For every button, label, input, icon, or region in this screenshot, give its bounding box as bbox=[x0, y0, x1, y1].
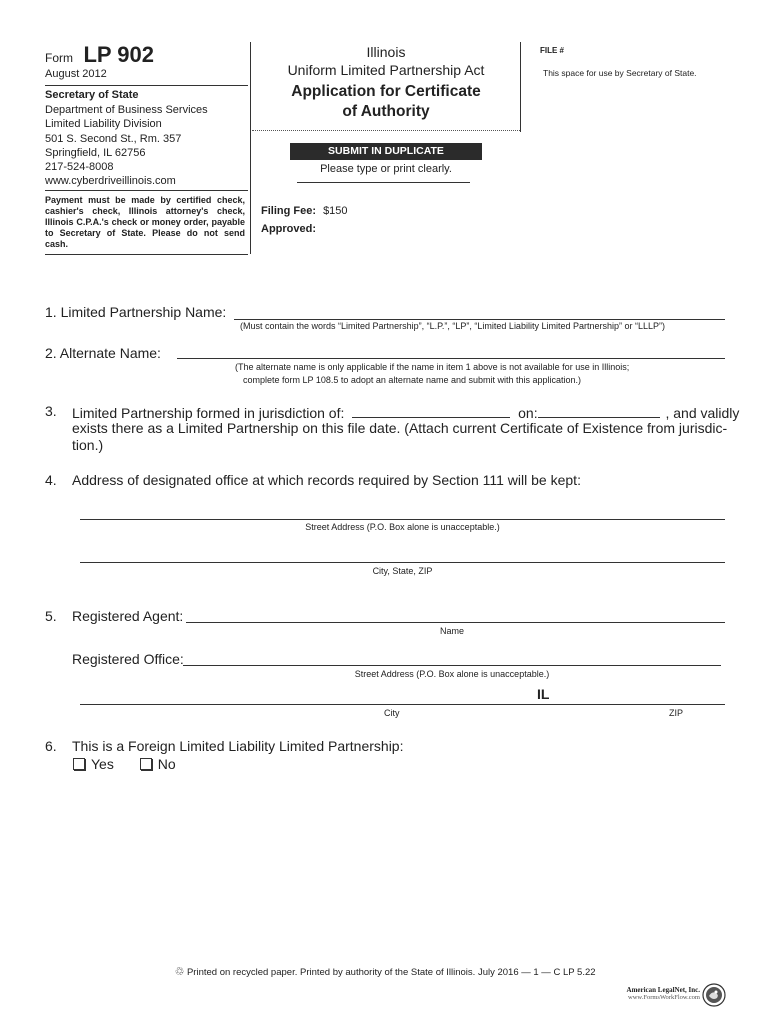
q3-line2: exists there as a Limited Partnership on this file date. (Attach current Certificate of Existence from jurisdic- bbox=[72, 420, 728, 436]
filing-fee-label: Filing Fee: bbox=[261, 205, 316, 217]
brand-seal-icon bbox=[702, 983, 726, 1012]
office-line: 501 S. Second St., Rm. 357 bbox=[45, 132, 182, 145]
form-date: August 2012 bbox=[45, 68, 107, 80]
form-prefix: Form bbox=[45, 51, 73, 65]
designated-city-field[interactable] bbox=[80, 562, 725, 563]
brand-name: American LegalNet, Inc. bbox=[626, 986, 700, 994]
q3-date-label: on: bbox=[518, 405, 538, 421]
q6-text: This is a Foreign Limited Liability Limited Partnership: bbox=[72, 738, 404, 754]
file-number-note: This space for use by Secretary of State. bbox=[543, 68, 697, 78]
form-title-line: Application for Certificate bbox=[291, 83, 481, 100]
partnership-name-field[interactable] bbox=[234, 319, 725, 320]
office-line: Limited Liability Division bbox=[45, 118, 162, 131]
office-zip-caption: ZIP bbox=[669, 708, 684, 718]
approved-label: Approved: bbox=[261, 223, 316, 235]
formation-date-field[interactable] bbox=[538, 403, 660, 418]
yes-option[interactable] bbox=[73, 756, 114, 772]
office-title: Secretary of State bbox=[45, 89, 139, 101]
q4-city-caption: City, State, ZIP bbox=[372, 566, 433, 576]
form-title-line: of Authority bbox=[342, 103, 430, 120]
column-divider bbox=[250, 42, 251, 254]
q4-street-caption: Street Address (P.O. Box alone is unacceptable.) bbox=[305, 522, 500, 532]
q3-line3: tion.) bbox=[72, 437, 104, 453]
office-address bbox=[45, 103, 208, 189]
q2-label: 2. Alternate Name: bbox=[45, 345, 161, 361]
form-number: LP 902 bbox=[83, 42, 154, 67]
alternate-name-field[interactable] bbox=[177, 358, 725, 359]
payment-note: Payment must be made by certified check, cashier's check, Illinois attorney's check, Illinois C.P.A.'s check or money order, payable to Secretary of State. Please do not send cash. bbox=[45, 195, 245, 249]
no-label: No bbox=[157, 756, 176, 772]
office-line: Springfield, IL 62756 bbox=[45, 146, 146, 159]
q2-note-line: complete form LP 108.5 to adopt an alternate name and submit with this application.) bbox=[243, 374, 582, 385]
q3-line1 bbox=[72, 403, 739, 421]
registered-office-city-zip-field[interactable] bbox=[80, 704, 725, 705]
filing-fee-value: $150 bbox=[323, 205, 348, 217]
q2-note-line: (The alternate name is only applicable if the name in item 1 above is not available for use in Illinois; bbox=[235, 362, 630, 372]
q2-note bbox=[235, 361, 629, 386]
q1-label: 1. Limited Partnership Name: bbox=[45, 304, 227, 320]
footer-note bbox=[0, 965, 770, 978]
office-city-caption: City bbox=[384, 708, 400, 718]
q3-validly: , and validly bbox=[665, 405, 740, 421]
act-name: Uniform Limited Partnership Act bbox=[287, 62, 485, 78]
file-number-label: FILE # bbox=[540, 46, 565, 55]
q4-number: 4. bbox=[45, 472, 57, 488]
q6-options bbox=[73, 756, 176, 772]
brand-block bbox=[608, 986, 700, 1001]
office-line: 217-524-8008 bbox=[45, 161, 114, 174]
state-name: Illinois bbox=[366, 44, 406, 60]
form-number-block bbox=[45, 42, 250, 68]
divider bbox=[252, 130, 520, 131]
yes-checkbox[interactable] bbox=[73, 758, 85, 770]
office-line: Department of Business Services bbox=[45, 104, 208, 116]
form-title bbox=[255, 82, 517, 122]
footer-text: Printed on recycled paper. Printed by authority of the State of Illinois. July 2016 — 1 — C LP 5.22 bbox=[186, 967, 596, 978]
divider bbox=[45, 254, 248, 255]
no-checkbox[interactable] bbox=[140, 758, 152, 770]
submit-banner: SUBMIT IN DUPLICATE bbox=[290, 143, 482, 160]
no-option[interactable] bbox=[140, 756, 176, 772]
website-link: www.cyberdriveillinois.com bbox=[45, 175, 176, 188]
q3-number: 3. bbox=[45, 403, 57, 419]
registered-office-label: Registered Office: bbox=[72, 651, 184, 667]
yes-label: Yes bbox=[91, 756, 114, 772]
q5-number: 5. bbox=[45, 608, 57, 624]
office-street-caption: Street Address (P.O. Box alone is unacceptable.) bbox=[354, 669, 550, 679]
q3-jurisdiction-label: Limited Partnership formed in jurisdiction of: bbox=[72, 405, 345, 421]
divider bbox=[297, 182, 470, 183]
column-divider bbox=[520, 42, 521, 132]
q1-note: (Must contain the words “Limited Partnership”, “L.P.”, “LP”, “Limited Liability Limited Partnership” or “LLLP”) bbox=[240, 321, 665, 331]
designated-street-field[interactable] bbox=[80, 519, 725, 520]
divider bbox=[45, 190, 248, 191]
recycle-icon: ♲ bbox=[174, 965, 185, 978]
q5-name-caption: Name bbox=[439, 626, 464, 636]
registered-office-street-field[interactable] bbox=[183, 665, 721, 666]
divider bbox=[45, 85, 248, 86]
registered-agent-field[interactable] bbox=[186, 622, 725, 623]
q4-text: Address of designated office at which records required by Section 111 will be kept: bbox=[72, 472, 581, 488]
office-state: IL bbox=[537, 686, 550, 702]
filing-fee bbox=[261, 205, 348, 217]
brand-url: www.FormsWorkFlow.com bbox=[628, 994, 700, 1001]
q6-number: 6. bbox=[45, 738, 57, 754]
q5-label: Registered Agent: bbox=[72, 608, 184, 624]
print-note: Please type or print clearly. bbox=[320, 163, 452, 175]
jurisdiction-field[interactable] bbox=[352, 403, 510, 418]
